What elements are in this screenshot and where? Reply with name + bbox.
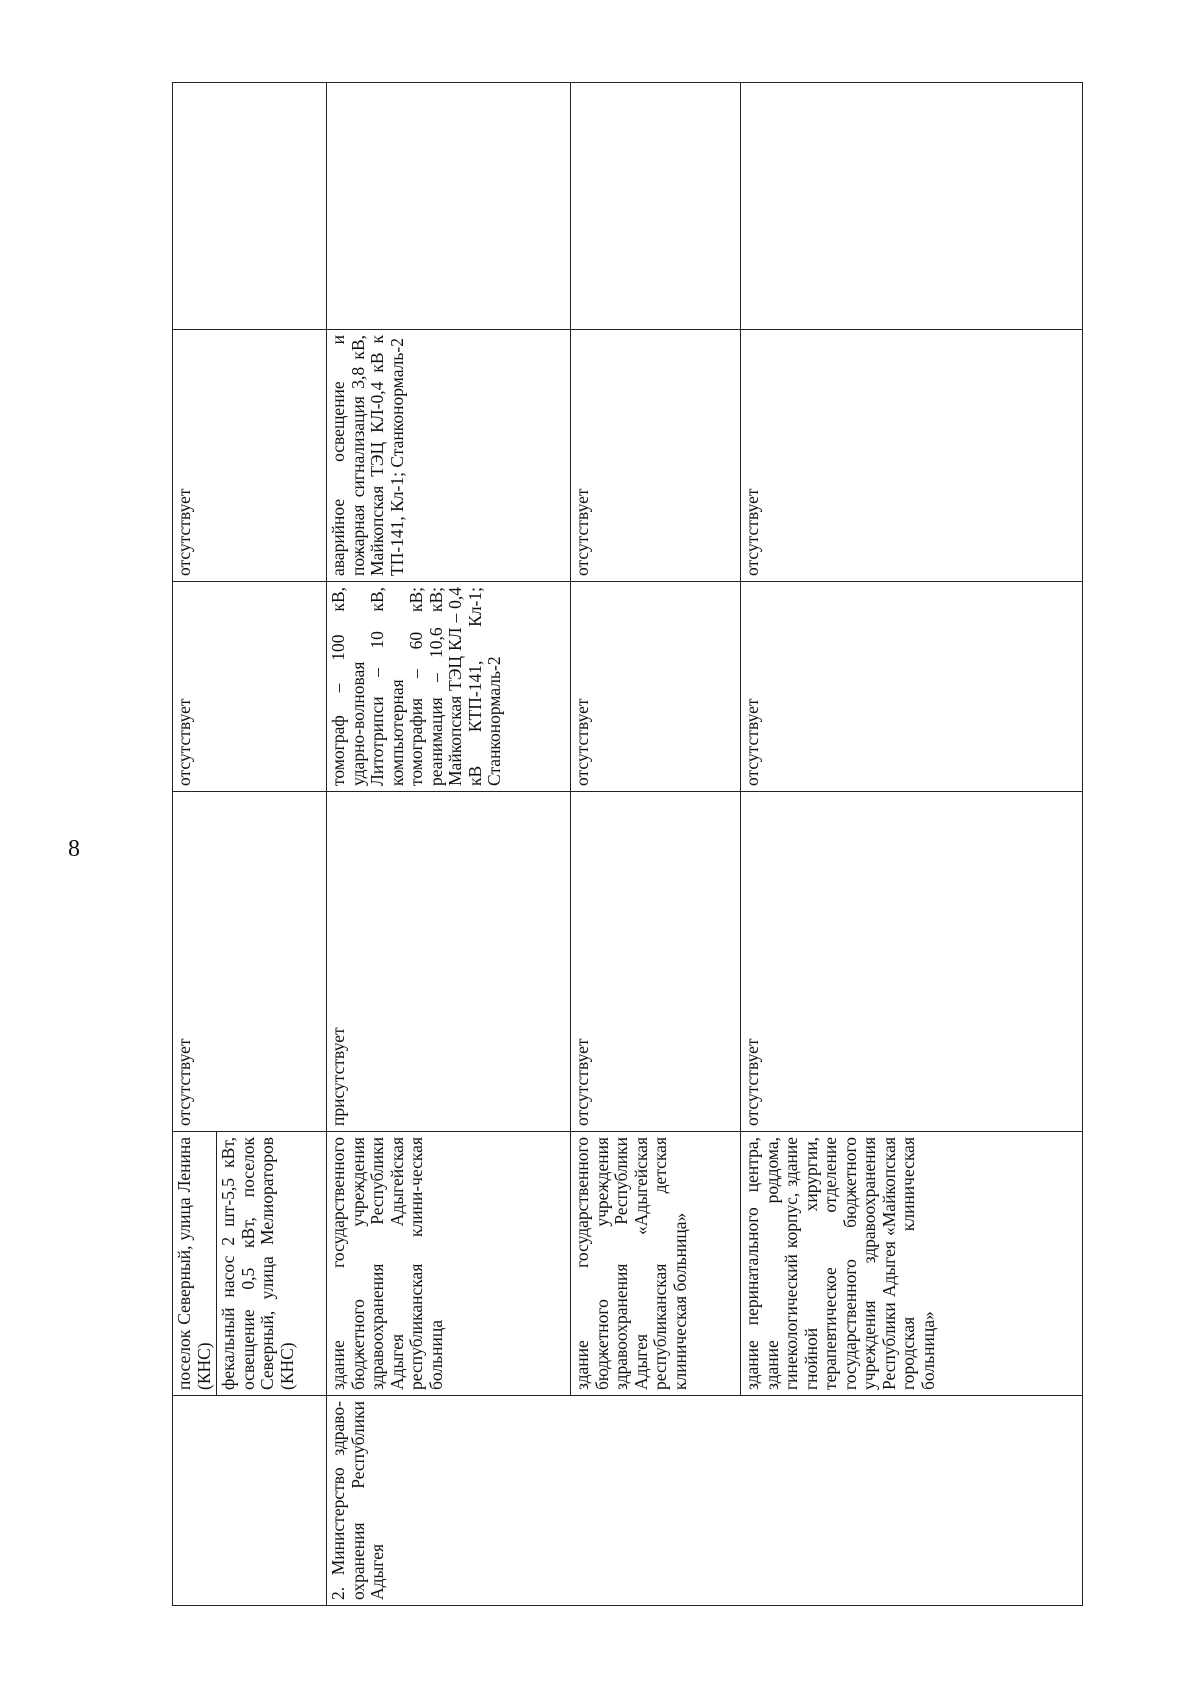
reserve-cell: аварийное освещение и пожарная сигнализация 3,8 кВ, Майкопская ТЭЦ КЛ-0,4 кВ к ТП-141, Кл-1; Станконормаль-2 xyxy=(327,330,571,582)
blank-cell xyxy=(571,83,741,330)
load-cell: томограф – 100 кВ, ударно-волновая Литотрипси – 10 кВ, компьютерная томография – 60 кВ; реанимация – 10,6 кВ; Майкопская ТЭЦ КЛ – 0,4 кВ КТП-141, Кл-1; Станконормаль-2 xyxy=(327,582,571,792)
reserve-cell: отсутствует xyxy=(741,330,1083,582)
object-cell: поселок Северный, улица Ленина (КНС) xyxy=(173,1132,217,1396)
blank-cell xyxy=(327,83,571,330)
status-cell: присутствует xyxy=(327,792,571,1132)
blank-cell xyxy=(741,83,1083,330)
object-cell: здание перинатального центра, здание роддома, гинекологический корпус, здание гнойной хирургии, терапевтическое отделение государственного бюджетного учреждения здравоохранения Республики Адыгея «Майкопская городская клиническая больница» xyxy=(741,1132,1083,1396)
reserve-cell: отсутствует xyxy=(571,330,741,582)
object-cell: здание государственного бюджетного учреждения здравоохранения Республики Адыгея «Адыгейская республиканская детская клиническая больница» xyxy=(571,1132,741,1396)
table-row xyxy=(327,83,571,1606)
blank-cell xyxy=(173,83,327,330)
reserve-cell: отсутствует xyxy=(173,330,327,582)
table-row xyxy=(173,83,217,1606)
status-cell: отсутствует xyxy=(173,792,327,1132)
status-cell: отсутствует xyxy=(741,792,1083,1132)
object-cell: здание государственного бюджетного учреждения здравоохранения Республики Адыгея Адыгейская республиканская клини-ческая больница xyxy=(327,1132,571,1396)
org-cell: 2. Министерство здраво-охранения Республики Адыгея xyxy=(327,1396,1083,1606)
table-row xyxy=(571,83,741,1606)
object-cell: фекальный насос 2 шт-5,5 кВт, освещение 0,5 кВт, поселок Северный, улица Мелиораторов (КНС) xyxy=(217,1132,327,1396)
org-cell xyxy=(173,1396,327,1606)
status-cell: отсутствует xyxy=(571,792,741,1132)
page-number: 8 xyxy=(68,836,80,862)
rotated-table-container xyxy=(172,83,1064,1606)
load-cell: отсутствует xyxy=(741,582,1083,792)
data-table xyxy=(172,82,1083,1606)
load-cell: отсутствует xyxy=(173,582,327,792)
table-row xyxy=(741,83,1083,1606)
load-cell: отсутствует xyxy=(571,582,741,792)
